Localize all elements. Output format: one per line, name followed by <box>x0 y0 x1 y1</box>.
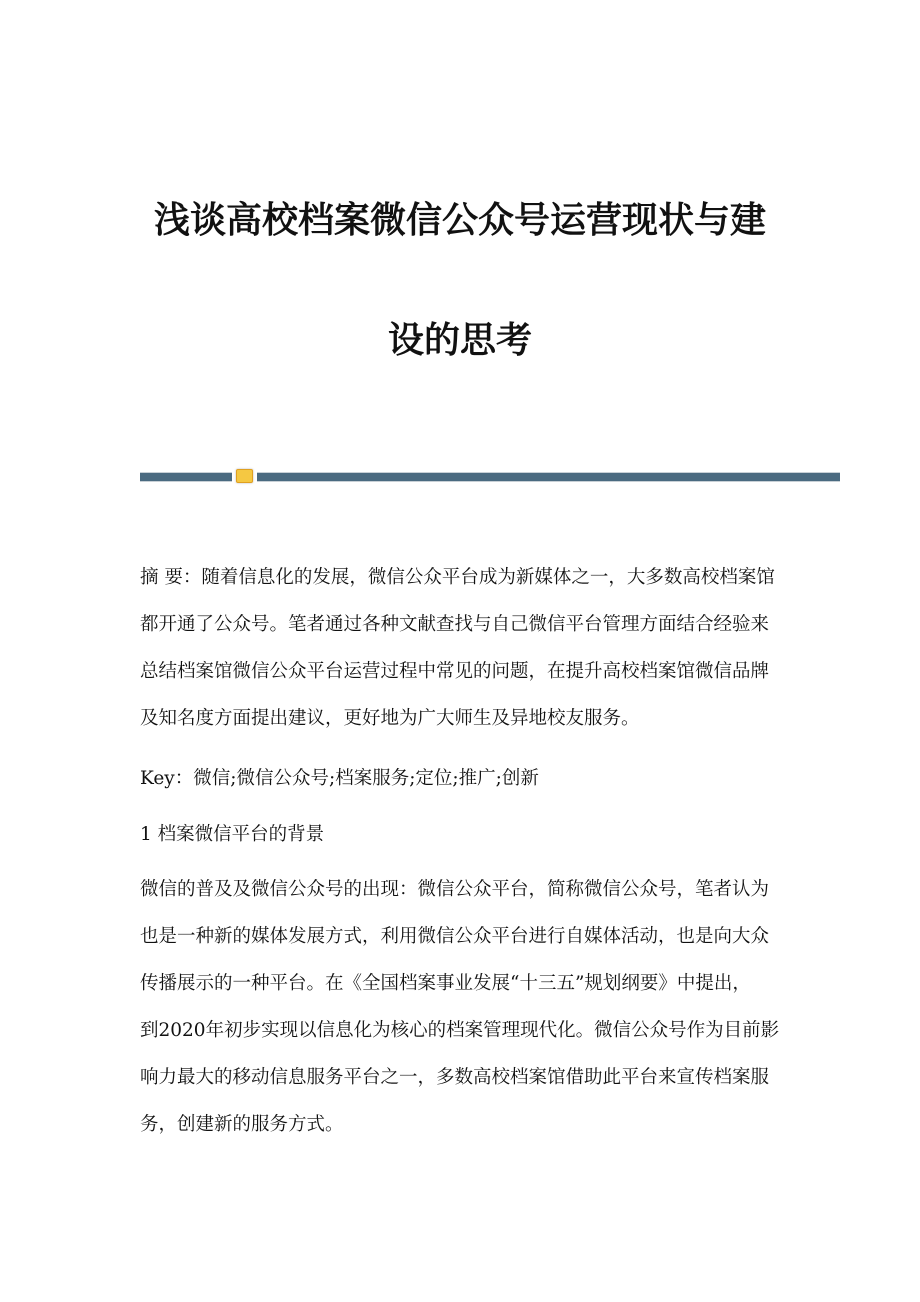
divider-right-bar <box>257 472 840 482</box>
body-line: 到2020年初步实现以信息化为核心的档案管理现代化。微信公众号作为目前影 <box>140 1020 780 1041</box>
body-line: 传播展示的一种平台。在《全国档案事业发展“十三五”规划纲要》中提出， <box>140 973 751 994</box>
keywords: Key：微信;微信公众号;档案服务;定位;推广;创新 <box>140 768 539 789</box>
body-line: 务，创建新的服务方式。 <box>140 1114 344 1135</box>
body-line: 也是一种新的媒体发展方式，利用微信公众平台进行自媒体活动，也是向大众 <box>140 926 770 947</box>
abstract-line: 总结档案馆微信公众平台运营过程中常见的问题，在提升高校档案馆微信品牌 <box>140 661 770 682</box>
section-heading: 1 档案微信平台的背景 <box>140 824 325 845</box>
body-line: 微信的普及及微信公众号的出现：微信公众平台，简称微信公众号，笔者认为 <box>140 879 770 900</box>
abstract-line: 摘 要：随着信息化的发展，微信公众平台成为新媒体之一，大多数高校档案馆 <box>140 567 775 588</box>
body-line: 响力最大的移动信息服务平台之一，多数高校档案馆借助此平台来宣传档案服 <box>140 1067 770 1088</box>
document-title-line-1: 浅谈高校档案微信公众号运营现状与建 <box>153 199 766 241</box>
abstract-line: 都开通了公众号。笔者通过各种文献查找与自己微信平台管理方面结合经验来 <box>140 614 770 635</box>
divider-ornament-icon <box>236 469 253 483</box>
abstract-line: 及知名度方面提出建议，更好地为广大师生及异地校友服务。 <box>140 708 640 729</box>
divider-left-bar <box>140 472 232 482</box>
document-title-line-2: 设的思考 <box>387 319 532 361</box>
